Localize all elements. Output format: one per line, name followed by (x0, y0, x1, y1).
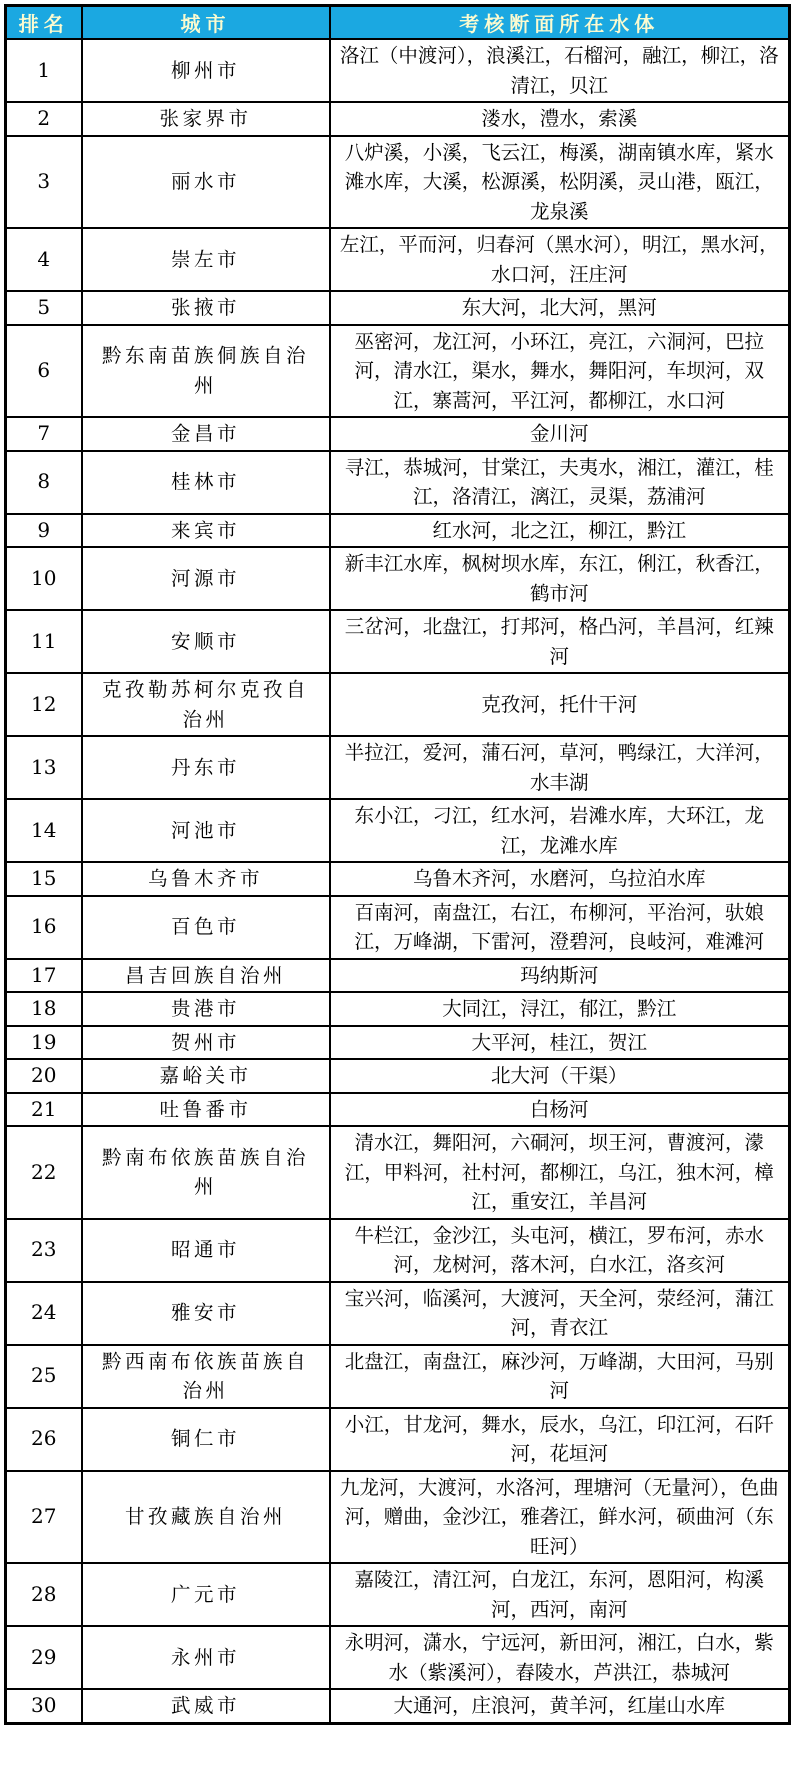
waters-cell: 白杨河 (330, 1093, 790, 1127)
table-row (6, 325, 790, 418)
header-row (6, 6, 790, 40)
table-row (6, 451, 790, 514)
waters-cell: 乌鲁木齐河，水磨河，乌拉泊水库 (330, 862, 790, 896)
table-row (6, 673, 790, 736)
waters-cell: 宝兴河，临溪河，大渡河，天全河，荥经河，蒲江河，青衣江 (330, 1282, 790, 1345)
rank-cell: 24 (6, 1282, 82, 1345)
table-row (6, 1408, 790, 1471)
rank-cell: 3 (6, 136, 82, 229)
table-row (6, 1282, 790, 1345)
city-cell: 桂林市 (82, 451, 330, 514)
city-cell: 雅安市 (82, 1282, 330, 1345)
table-row (6, 896, 790, 959)
city-cell: 甘孜藏族自治州 (82, 1471, 330, 1564)
waters-cell: 大平河，桂江，贺江 (330, 1026, 790, 1060)
table-body (6, 39, 790, 1723)
rank-cell: 25 (6, 1345, 82, 1408)
city-cell: 昭通市 (82, 1219, 330, 1282)
waters-cell: 东小江，刁江，红水河，岩滩水库，大环江，龙江，龙滩水库 (330, 799, 790, 862)
city-cell: 黔南布依族苗族自治州 (82, 1126, 330, 1219)
table-row (6, 102, 790, 136)
rank-cell: 20 (6, 1059, 82, 1093)
city-cell: 崇左市 (82, 228, 330, 291)
table-row (6, 799, 790, 862)
rank-cell: 17 (6, 959, 82, 993)
table-row (6, 1626, 790, 1689)
waters-cell: 永明河，潇水，宁远河，新田河，湘江，白水，紫水（紫溪河），舂陵水，芦洪江，恭城河 (330, 1626, 790, 1689)
rank-cell: 12 (6, 673, 82, 736)
city-cell: 嘉峪关市 (82, 1059, 330, 1093)
table-row (6, 1026, 790, 1060)
rank-cell: 10 (6, 547, 82, 610)
table-row (6, 514, 790, 548)
city-cell: 来宾市 (82, 514, 330, 548)
rank-cell: 26 (6, 1408, 82, 1471)
rank-cell: 27 (6, 1471, 82, 1564)
table-row (6, 1219, 790, 1282)
waters-cell: 清水江，舞阳河，六硐河，坝王河，曹渡河，濛江，甲料河，社村河，都柳江，乌江，独木河，樟江，重安江，羊昌河 (330, 1126, 790, 1219)
table-row (6, 1093, 790, 1127)
city-cell: 安顺市 (82, 610, 330, 673)
table-row (6, 862, 790, 896)
table-row (6, 992, 790, 1026)
rank-cell: 7 (6, 417, 82, 451)
rank-cell: 14 (6, 799, 82, 862)
rank-cell: 13 (6, 736, 82, 799)
city-cell: 金昌市 (82, 417, 330, 451)
city-cell: 贵港市 (82, 992, 330, 1026)
waters-cell: 小江，甘龙河，舞水，辰水，乌江，印江河，石阡河，花垣河 (330, 1408, 790, 1471)
rank-cell: 5 (6, 291, 82, 325)
city-cell: 铜仁市 (82, 1408, 330, 1471)
waters-cell: 三岔河，北盘江，打邦河，格凸河，羊昌河，红辣河 (330, 610, 790, 673)
waters-cell: 百南河，南盘江，右江，布柳河，平治河，驮娘江，万峰湖，下雷河，澄碧河，良岐河，难滩河 (330, 896, 790, 959)
table-row (6, 291, 790, 325)
city-water-ranking-table (4, 4, 791, 1725)
table-row (6, 1345, 790, 1408)
city-cell: 广元市 (82, 1563, 330, 1626)
city-cell: 柳州市 (82, 39, 330, 102)
rank-cell: 11 (6, 610, 82, 673)
city-cell: 黔西南布依族苗族自治州 (82, 1345, 330, 1408)
waters-cell: 北大河（干渠） (330, 1059, 790, 1093)
waters-cell: 寻江，恭城河，甘棠江，夫夷水，湘江，灌江，桂江，洛清江，漓江，灵渠，荔浦河 (330, 451, 790, 514)
city-cell: 丹东市 (82, 736, 330, 799)
waters-cell: 克孜河，托什干河 (330, 673, 790, 736)
city-cell: 张掖市 (82, 291, 330, 325)
rank-cell: 28 (6, 1563, 82, 1626)
waters-cell: 牛栏江，金沙江，头屯河，横江，罗布河，赤水河，龙树河，落木河，白水江，洛亥河 (330, 1219, 790, 1282)
city-cell: 河池市 (82, 799, 330, 862)
waters-cell: 洛江（中渡河），浪溪江，石榴河，融江，柳江，洛清江，贝江 (330, 39, 790, 102)
table-row (6, 136, 790, 229)
rank-cell: 21 (6, 1093, 82, 1127)
table-row (6, 1471, 790, 1564)
rank-cell: 23 (6, 1219, 82, 1282)
rank-cell: 6 (6, 325, 82, 418)
waters-cell: 嘉陵江，清江河，白龙江，东河，恩阳河，构溪河，西河，南河 (330, 1563, 790, 1626)
city-cell: 永州市 (82, 1626, 330, 1689)
table-row (6, 1563, 790, 1626)
waters-cell: 九龙河，大渡河，水洛河，理塘河（无量河），色曲河，赠曲，金沙江，雅砻江，鲜水河，硕曲河（东旺河） (330, 1471, 790, 1564)
rank-cell: 4 (6, 228, 82, 291)
waters-cell: 大同江，浔江，郁江，黔江 (330, 992, 790, 1026)
city-cell: 乌鲁木齐市 (82, 862, 330, 896)
rank-cell: 1 (6, 39, 82, 102)
table-row (6, 1059, 790, 1093)
table-row (6, 39, 790, 102)
waters-cell: 东大河，北大河，黑河 (330, 291, 790, 325)
city-cell: 贺州市 (82, 1026, 330, 1060)
rank-cell: 8 (6, 451, 82, 514)
rank-cell: 30 (6, 1689, 82, 1723)
table-row (6, 959, 790, 993)
city-cell: 黔东南苗族侗族自治州 (82, 325, 330, 418)
rank-cell: 18 (6, 992, 82, 1026)
waters-cell: 巫密河，龙江河，小环江，亮江，六洞河，巴拉河，清水江，渠水，舞水，舞阳河，车坝河，双江，寨蒿河，平江河，都柳江，水口河 (330, 325, 790, 418)
header-waters: 考核断面所在水体 (330, 6, 790, 40)
city-cell: 吐鲁番市 (82, 1093, 330, 1127)
rank-cell: 9 (6, 514, 82, 548)
city-cell: 张家界市 (82, 102, 330, 136)
waters-cell: 八炉溪，小溪，飞云江，梅溪，湖南镇水库，紧水滩水库，大溪，松源溪，松阴溪，灵山港，瓯江，龙泉溪 (330, 136, 790, 229)
table-row (6, 736, 790, 799)
rank-cell: 16 (6, 896, 82, 959)
city-cell: 百色市 (82, 896, 330, 959)
header-city: 城市 (82, 6, 330, 40)
city-cell: 河源市 (82, 547, 330, 610)
table-row (6, 228, 790, 291)
table-row (6, 1689, 790, 1723)
rank-cell: 19 (6, 1026, 82, 1060)
city-cell: 丽水市 (82, 136, 330, 229)
rank-cell: 15 (6, 862, 82, 896)
rank-cell: 29 (6, 1626, 82, 1689)
waters-cell: 半拉江，爱河，蒲石河，草河，鸭绿江，大洋河，水丰湖 (330, 736, 790, 799)
table-row (6, 417, 790, 451)
waters-cell: 新丰江水库，枫树坝水库，东江，俐江，秋香江，鹤市河 (330, 547, 790, 610)
table-row (6, 610, 790, 673)
waters-cell: 溇水，澧水，索溪 (330, 102, 790, 136)
waters-cell: 红水河，北之江，柳江，黔江 (330, 514, 790, 548)
table-header (6, 6, 790, 40)
city-cell: 克孜勒苏柯尔克孜自治州 (82, 673, 330, 736)
waters-cell: 金川河 (330, 417, 790, 451)
table-row (6, 1126, 790, 1219)
city-cell: 昌吉回族自治州 (82, 959, 330, 993)
city-cell: 武威市 (82, 1689, 330, 1723)
header-rank: 排名 (6, 6, 82, 40)
table-row (6, 547, 790, 610)
rank-cell: 22 (6, 1126, 82, 1219)
waters-cell: 北盘江，南盘江，麻沙河，万峰湖，大田河，马别河 (330, 1345, 790, 1408)
rank-cell: 2 (6, 102, 82, 136)
waters-cell: 大通河，庄浪河，黄羊河，红崖山水库 (330, 1689, 790, 1723)
waters-cell: 左江，平而河，归春河（黑水河），明江，黑水河，水口河，汪庄河 (330, 228, 790, 291)
waters-cell: 玛纳斯河 (330, 959, 790, 993)
